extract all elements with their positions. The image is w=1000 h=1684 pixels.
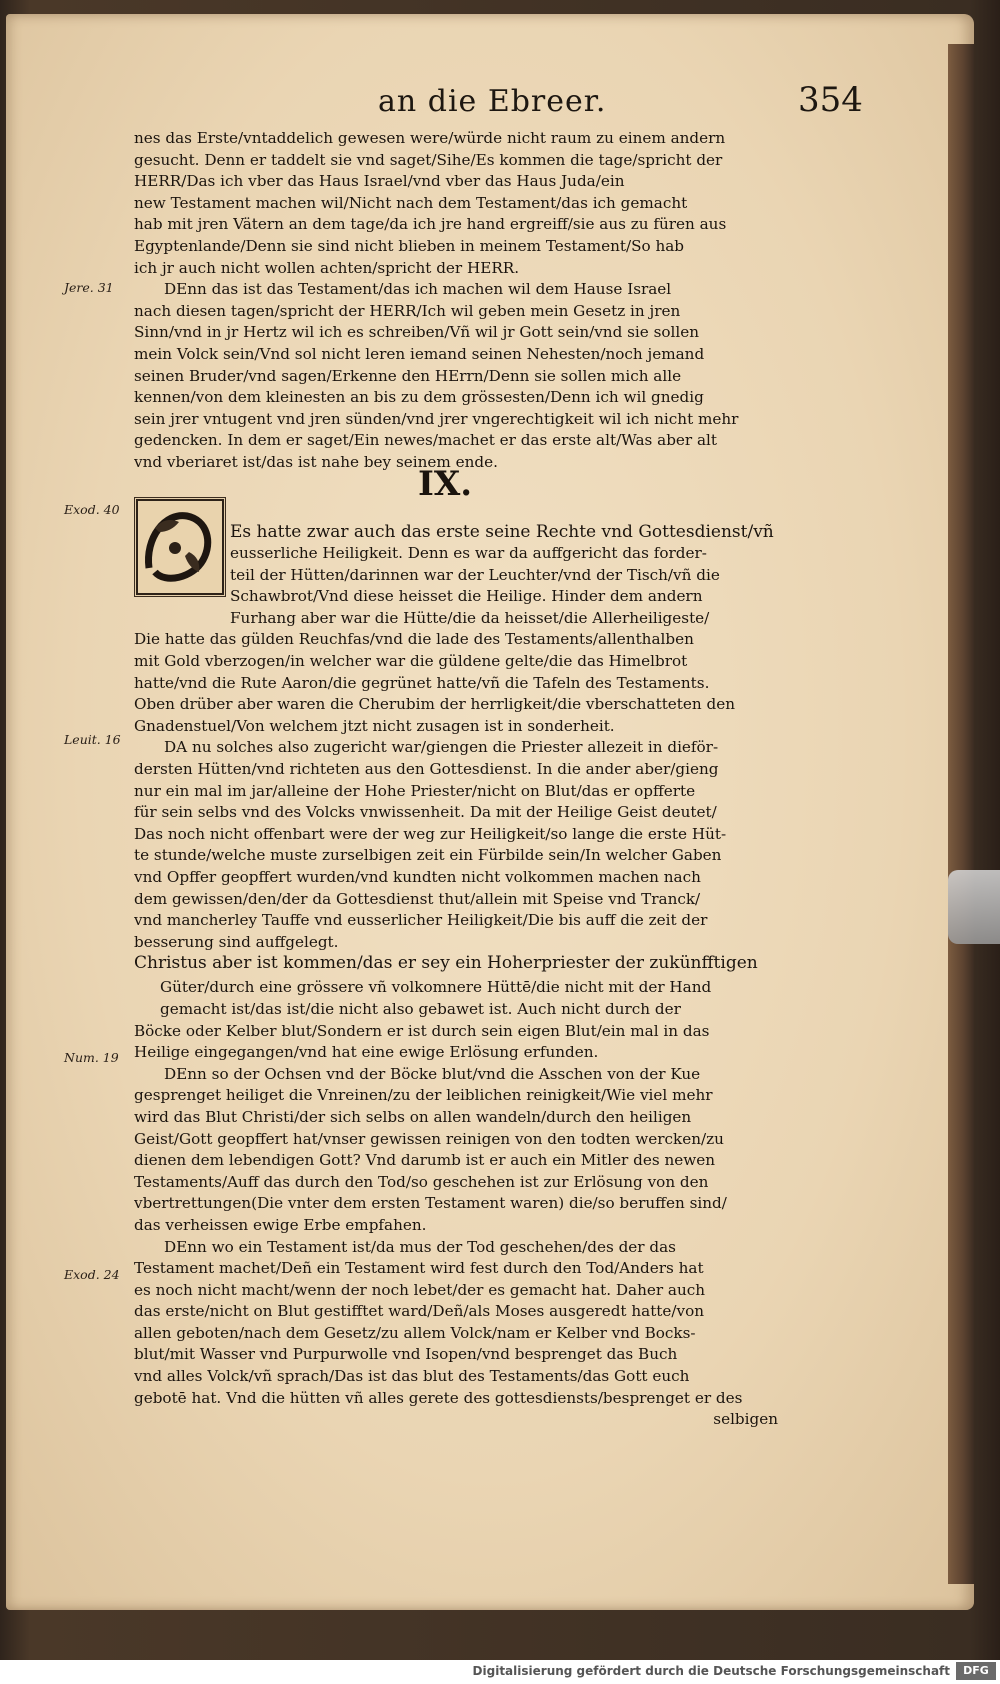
text-line: das verheissen ewige Erbe empfahen. xyxy=(134,1215,427,1234)
text-line: mit Gold vberzogen/in welcher war die güldene gelte/die das Himelbrot xyxy=(134,652,688,671)
text-line: gebotē hat. Vnd die hütten vñ alles gerete des gottesdiensts/besprenget er des xyxy=(134,1388,743,1407)
text-line: kennen/von dem kleinesten an bis zu dem grössesten/Denn ich wil gnedig xyxy=(134,388,704,407)
text-line: wird das Blut Christi/der sich selbs on allen wandeln/durch den heiligen xyxy=(134,1107,692,1126)
text-line: Es hatte zwar auch das erste seine Rechte vnd Gottesdienst/vñ xyxy=(230,521,774,542)
marginal-note-exod24: Exod. 24 xyxy=(64,1267,120,1282)
text-line: gedencken. In dem er saget/Ein newes/machet er das erste alt/Was aber alt xyxy=(134,431,718,450)
text-line: DEnn das ist das Testament/das ich machen wil dem Hause Israel xyxy=(164,280,672,299)
text-line: Testaments/Auff das durch den Tod/so geschehen ist zur Erlösung von den xyxy=(134,1172,709,1191)
paragraph-7 xyxy=(134,1237,778,1431)
text-line: hatte/vnd die Rute Aaron/die gegrünet hatte/vñ die Tafeln des Testaments. xyxy=(134,673,710,692)
footer-credit: Digitalisierung gefördert durch die Deutsche Forschungsgemeinschaft xyxy=(472,1664,950,1678)
marginal-note-exod40: Exod. 40 xyxy=(64,502,120,517)
text-line: Sinn/vnd in jr Hertz wil ich es schreiben/Vñ wil jr Gott sein/vnd sie sollen xyxy=(134,323,700,342)
marginal-note-jere: Jere. 31 xyxy=(64,280,114,295)
text-line: mein Volck sein/Vnd sol nicht leren iemand seinen Nehesten/noch jemand xyxy=(134,344,705,363)
text-line: vnd alles Volck/vñ sprach/Das ist das blut des Testaments/das Gott euch xyxy=(134,1367,690,1386)
text-line: DEnn so der Ochsen vnd der Böcke blut/vnd die Asschen von der Kue xyxy=(164,1064,701,1083)
page-clip xyxy=(948,870,1000,944)
text-line: allen geboten/nach dem Gesetz/zu allem Volck/nam er Kelber vnd Bocks- xyxy=(134,1323,696,1342)
text-line: Güter/durch eine grössere vñ volkomnere Hüttē/die nicht mit der Hand xyxy=(160,978,712,997)
text-line: Oben drüber aber waren die Cherubim der herrligkeit/die vberschatteten den xyxy=(134,695,735,714)
text-line: Heilige eingegangen/vnd hat eine ewige Erlösung erfunden. xyxy=(134,1043,599,1062)
text-line: hab mit jren Vätern an dem tage/da ich jre hand ergreiff/sie aus zu füren aus xyxy=(134,215,727,234)
paragraph-4 xyxy=(134,737,778,953)
text-line: gesprenget heiliget die Vnreinen/zu der leiblichen reinigkeit/Wie viel mehr xyxy=(134,1086,713,1105)
book-page xyxy=(6,14,974,1610)
text-line: ich jr auch nicht wollen achten/spricht der HERR. xyxy=(134,258,520,277)
dfg-logo: DFG xyxy=(956,1662,996,1680)
catchword: selbigen xyxy=(713,1410,778,1429)
text-line: es noch nicht macht/wenn der noch lebet/der es gemacht hat. Daher auch xyxy=(134,1280,706,1299)
text-line: sein jrer vntugent vnd jren sünden/vnd jrer vngerechtigkeit wil ich nicht mehr xyxy=(134,409,739,428)
running-head: an die Ebreer. xyxy=(378,84,607,119)
text-line: für sein selbs vnd des Volcks vnwissenheit. Da mit der Heilige Geist deutet/ xyxy=(134,803,717,822)
text-line: nur ein mal im jar/alleine der Hohe Priester/nicht on Blut/das er opfferte xyxy=(134,781,696,800)
text-line: besserung sind auffgelegt. xyxy=(134,932,339,951)
text-line: seinen Bruder/vnd sagen/Erkenne den HErrn/Denn sie sollen mich alle xyxy=(134,366,682,385)
marginal-note-levit: Leuit. 16 xyxy=(64,732,121,747)
text-line: vnd Opffer geopffert wurden/vnd kundten nicht volkommen machen nach xyxy=(134,868,701,886)
paragraph-5 xyxy=(134,953,778,1063)
text-line: Testament machet/Deñ ein Testament wird fest durch den Tod/Anders hat xyxy=(134,1259,704,1278)
text-line: vbertrettungen(Die vnter dem ersten Testament waren) die/so beruffen sind/ xyxy=(134,1194,727,1213)
paragraph-1 xyxy=(134,128,778,279)
text-line: gemacht ist/das ist/die nicht also gebawet ist. Auch nicht durch der xyxy=(160,999,681,1018)
text-line: das erste/nicht on Blut gestifftet ward/Deñ/als Moses ausgeredt hatte/von xyxy=(134,1302,705,1321)
paragraph-2 xyxy=(134,279,778,473)
text-line: te stunde/welche muste zurselbigen zeit ein Fürbilde sein/In welcher Gaben xyxy=(134,846,722,865)
text-line: Furhang aber war die Hütte/die da heisset/die Allerheiligeste/ xyxy=(230,608,710,627)
text-line: gesucht. Denn er taddelt sie vnd saget/Sihe/Es kommen die tage/spricht der xyxy=(134,150,723,169)
text-line: dersten Hütten/vnd richteten aus den Gottesdienst. In die ander aber/gieng xyxy=(134,760,719,779)
text-line: nes das Erste/vntaddelich gewesen were/würde nicht raum zu einem andern xyxy=(134,129,726,147)
paragraph-6 xyxy=(134,1064,778,1237)
text-line: dienen dem lebendigen Gott? Vnd darumb ist er auch ein Mitler des newen xyxy=(134,1151,716,1170)
text-line: eusserliche Heiligkeit. Denn es war da auffgericht das forder- xyxy=(230,544,707,563)
text-line: Egyptenlande/Denn sie sind nicht blieben in meinem Testament/So hab xyxy=(134,236,685,255)
text-line: new Testament machen wil/Nicht nach dem Testament/das ich gemacht xyxy=(134,193,688,212)
body-text xyxy=(134,128,778,1431)
text-line: blut/mit Wasser vnd Purpurwolle vnd Isopen/vnd besprenget das Buch xyxy=(134,1345,678,1364)
text-line: DA nu solches also zugericht war/giengen die Priester allezeit in dieför- xyxy=(164,738,719,757)
text-line: Das noch nicht offenbart were der weg zur Heiligkeit/so lange die erste Hüt- xyxy=(134,824,727,843)
text-line: HERR/Das ich vber das Haus Israel/vnd vber das Haus Juda/ein xyxy=(134,172,625,191)
text-line: Geist/Gott geopffert hat/vnser gewissen reinigen von den todten wercken/zu xyxy=(134,1129,724,1148)
paragraph-3 xyxy=(134,522,778,738)
marginal-note-num: Num. 19 xyxy=(64,1050,119,1065)
text-line: vnd vberiaret ist/das ist nahe bey seinem ende. xyxy=(134,452,498,471)
text-line: Böcke oder Kelber blut/Sondern er ist durch sein eigen Blut/ein mal in das xyxy=(134,1021,710,1040)
text-line: DEnn wo ein Testament ist/da mus der Tod geschehen/des der das xyxy=(164,1237,676,1256)
text-line: teil der Hütten/darinnen war der Leuchter/vnd der Tisch/vñ die xyxy=(230,565,720,584)
chapter-heading: IX. xyxy=(418,464,473,504)
text-line: Schawbrot/Vnd diese heisset die Heilige. Hinder dem andern xyxy=(230,587,703,606)
footer-bar xyxy=(0,1660,1000,1684)
text-line: Gnadenstuel/Von welchem jtzt nicht zusagen ist in sonderheit. xyxy=(134,716,615,735)
text-line: Die hatte das gülden Reuchfas/vnd die lade des Testaments/allenthalben xyxy=(134,630,694,649)
page-header xyxy=(6,80,974,130)
text-line: dem gewissen/den/der da Gottesdienst thut/allein mit Speise vnd Tranck/ xyxy=(134,889,701,908)
text-line: Christus aber ist kommen/das er sey ein Hoherpriester der zukünfftigen xyxy=(134,953,758,974)
page-number: 354 xyxy=(798,80,863,120)
page-edge xyxy=(948,44,974,1584)
chapter-spacer xyxy=(134,474,778,522)
text-line: vnd mancherley Tauffe vnd eusserlicher Heiligkeit/Die bis auff die zeit der xyxy=(134,911,708,930)
text-line: nach diesen tagen/spricht der HERR/Ich wil geben mein Gesetz in jren xyxy=(134,301,681,320)
